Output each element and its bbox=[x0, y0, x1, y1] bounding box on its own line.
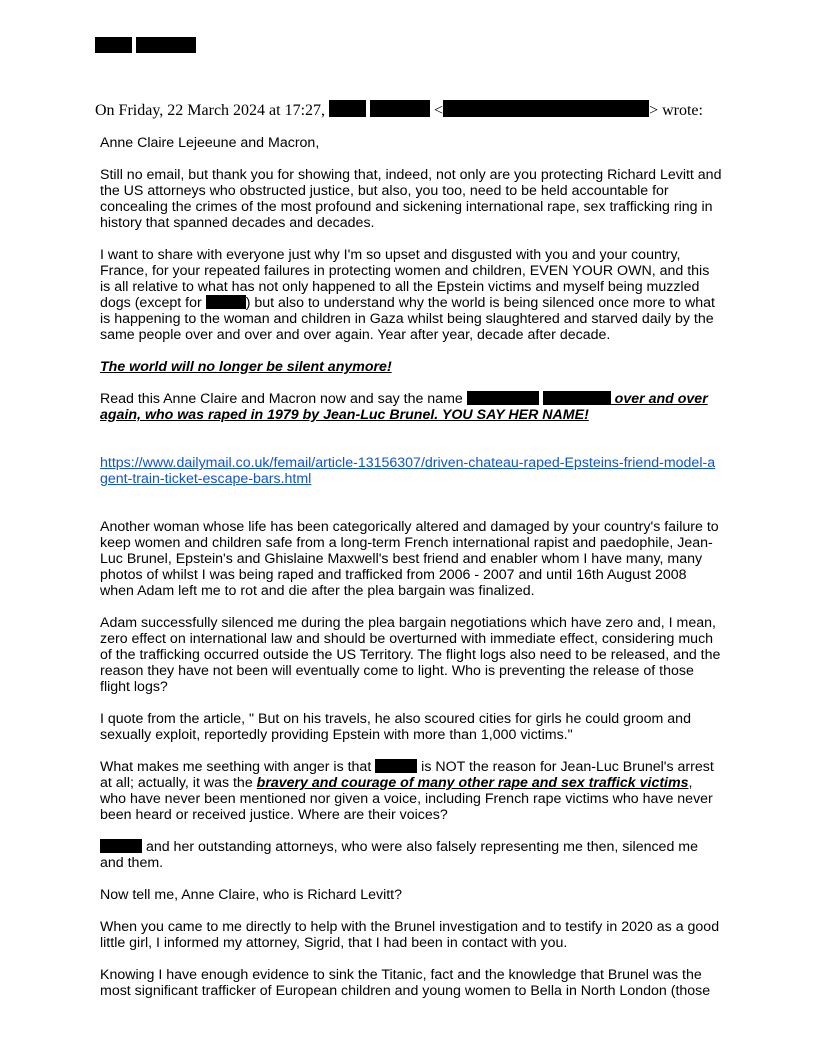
article-link-paragraph bbox=[100, 455, 722, 487]
paragraph bbox=[100, 247, 722, 343]
paragraph-text: , who have never been mentioned nor given a voice, including French rape victims who have never been heard or received justice. Where are their voices? bbox=[100, 775, 713, 823]
paragraph bbox=[100, 391, 722, 423]
emphasis-text: bravery and courage of many other rape and sex traffick victims bbox=[256, 775, 689, 791]
emphasis-line bbox=[100, 359, 722, 375]
paragraph-text: Read this Anne Claire and Macron now and say the name bbox=[100, 391, 467, 407]
paragraph-text: I want to share with everyone just why I'm so upset and disgusted with you and your country, France, for your repeated failures in protecting women and children, EVEN YOUR OWN, and this is all relative to what has not only happened to all the Epstein victims and myself being muzzled dogs (except for bbox=[100, 247, 710, 311]
article-link[interactable]: https://www.dailymail.co.uk/femail/article-13156307/driven-chateau-raped-Epsteins-friend-model-agent-train-ticket-escape-bars.html bbox=[100, 455, 716, 487]
paragraph-text: is NOT the reason for Jean-Luc Brunel's arrest at all; actually, it was the bbox=[100, 759, 714, 791]
redaction-block bbox=[206, 295, 246, 309]
redaction-block bbox=[329, 100, 366, 117]
paragraph: Knowing I have enough evidence to sink the Titanic, fact and the knowledge that Brunel was the most significant trafficker of European children and young women to Bella in North London (those bbox=[100, 967, 711, 999]
email-body bbox=[100, 135, 722, 1015]
redaction-block bbox=[100, 839, 142, 853]
redaction-block bbox=[136, 37, 196, 53]
paragraph: I quote from the article, " But on his travels, he also scoured cities for girls he could groom and sexually exploit, reportedly providing Epstein with more than 1,000 victims." bbox=[100, 711, 691, 743]
redaction-block bbox=[375, 759, 417, 773]
paragraph bbox=[100, 839, 722, 871]
redaction-block bbox=[370, 100, 430, 117]
paragraph-text: What makes me seething with anger is that bbox=[100, 759, 376, 775]
emphasis-text: The world will no longer be silent anymore! bbox=[100, 359, 392, 375]
redaction-block bbox=[467, 391, 539, 405]
paragraph: Still no email, but thank you for showing that, indeed, not only are you protecting Richard Levitt and the US attorneys who obstructed justice, but also, you too, need to be held accountable for concealing the crimes of the most profound and sickening international rape, sex trafficking ring in history that spanned decades and decades. bbox=[100, 167, 722, 231]
reply-header-suffix: > wrote: bbox=[649, 102, 703, 119]
redaction-block bbox=[443, 100, 649, 117]
reply-header-date: On Friday, 22 March 2024 at 17:27, bbox=[95, 102, 326, 119]
salutation: Anne Claire Lejeeune and Macron, bbox=[100, 135, 320, 151]
paragraph: Now tell me, Anne Claire, who is Richard Levitt? bbox=[100, 887, 403, 903]
paragraph-text: ) but also to understand why the world is being silenced once more to what is happening to the woman and children in Gaza whilst being slaughtered and starved daily by the same people over and over and over again. Year after year, decade after decade. bbox=[100, 295, 715, 343]
paragraph: Another woman whose life has been categorically altered and damaged by your country's failure to keep women and children safe from a long-term French international rapist and paedophile, Jean-Luc Brunel, Epstein's and Ghislaine Maxwell's best friend and enabler whom I have many, many photos of whilst I was being raped and trafficked from 2006 - 2007 and until 16th August 2008 when Adam left me to rot and die after the plea bargain was finalized. bbox=[100, 519, 719, 599]
redaction-block bbox=[543, 391, 611, 405]
paragraph: Adam successfully silenced me during the plea bargain negotiations which have zero and, I mean, zero effect on international law and should be overturned with immediate effect, considering much of the trafficking occurred outside the US Territory. The flight logs also need to be released, and the reason they have not been will eventually come to light. Who is preventing the release of those flight logs? bbox=[100, 615, 721, 695]
redaction-block bbox=[95, 37, 132, 53]
paragraph: When you came to me directly to help with the Brunel investigation and to testify in 2020 as a good little girl, I informed my attorney, Sigrid, that I had been in contact with you. bbox=[100, 919, 720, 951]
emphasis-text: over and over again, who was raped in 1979 by Jean-Luc Brunel. YOU SAY HER NAME! bbox=[100, 391, 708, 423]
paragraph bbox=[100, 759, 722, 823]
reply-header bbox=[95, 100, 715, 121]
paragraph-text: and her outstanding attorneys, who were also falsely representing me then, silenced me and them. bbox=[100, 839, 698, 871]
reply-header-lt: < bbox=[434, 102, 444, 119]
